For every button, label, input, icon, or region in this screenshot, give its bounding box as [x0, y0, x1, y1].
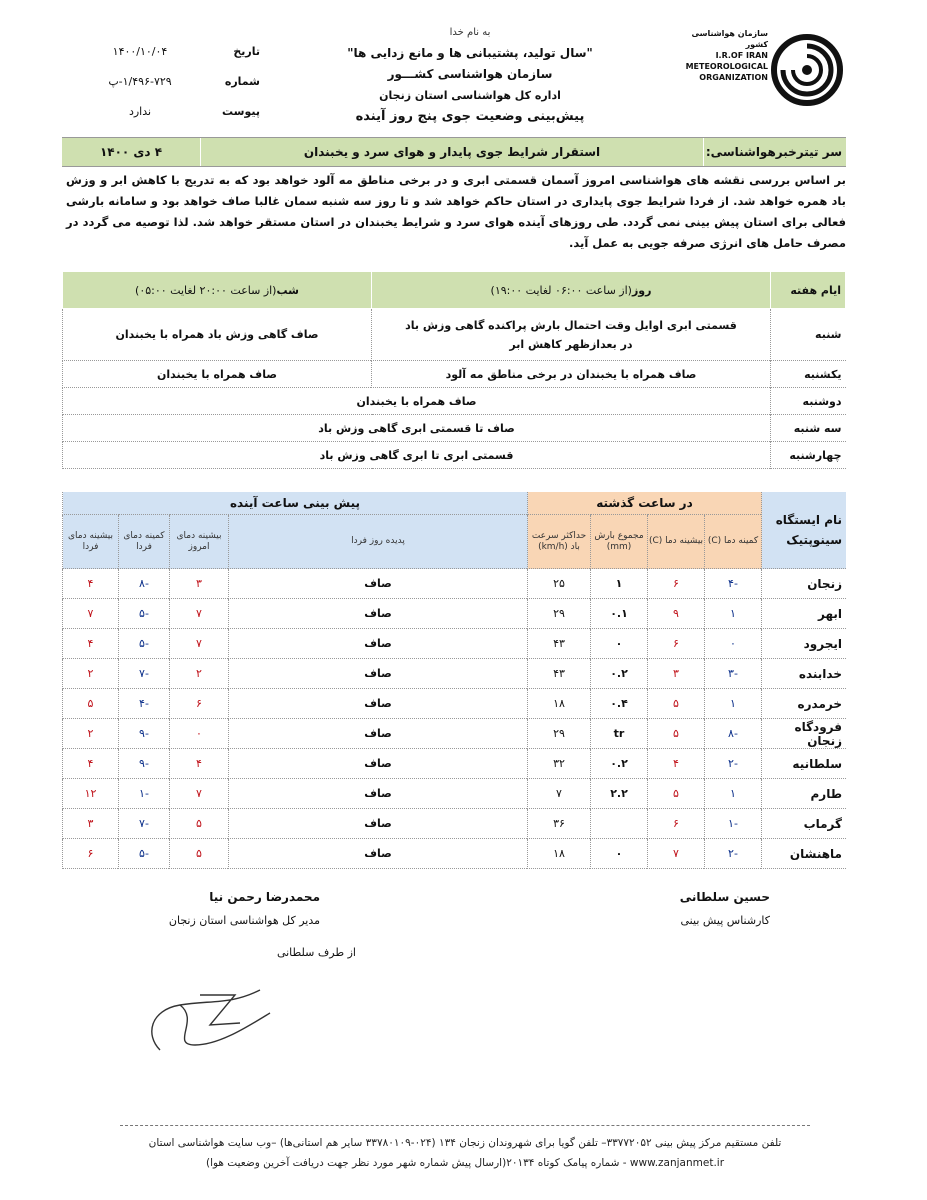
col-max-today: بیشینه دمای امروز [170, 515, 229, 569]
max-temp-today: ۰ [170, 719, 229, 749]
past-max-wind: ۱۸ [528, 839, 591, 869]
table-row [63, 749, 847, 779]
tomorrow-phenomenon: صاف [229, 749, 528, 779]
col-wind: حداکثر سرعت باد (km/h) [528, 515, 591, 569]
merged-forecast: صاف تا قسمتی ابری گاهی وزش باد [63, 415, 771, 442]
tomorrow-phenomenon: صاف [229, 599, 528, 629]
station-name: زنجان [762, 569, 847, 599]
table-row [63, 442, 846, 469]
past-max-temp: ۳ [648, 659, 705, 689]
max-temp-today: ۴ [170, 749, 229, 779]
min-temp-tomorrow: -۵ [119, 629, 170, 659]
logo-line-1: I.R.OF IRAN [715, 51, 768, 60]
past-precip: ۰.۱ [591, 599, 648, 629]
max-temp-tomorrow: ۴ [63, 749, 119, 779]
past-max-temp: ۹ [648, 599, 705, 629]
past-max-wind: ۳۲ [528, 749, 591, 779]
station-name: فرودگاه زنجان [762, 719, 847, 749]
past-min-temp: ۱ [705, 599, 762, 629]
past-min-temp: ۰ [705, 629, 762, 659]
table-row [63, 779, 847, 809]
footer [100, 1133, 830, 1173]
min-temp-tomorrow: -۷ [119, 659, 170, 689]
tomorrow-phenomenon: صاف [229, 809, 528, 839]
max-temp-tomorrow: ۴ [63, 629, 119, 659]
max-temp-tomorrow: ۱۲ [63, 779, 119, 809]
headline-text: استقرار شرایط جوی پایدار و هوای سرد و یخبندان [200, 138, 703, 166]
past-max-wind: ۲۹ [528, 599, 591, 629]
table-row [63, 569, 847, 599]
organization-name: سازمان هواشناسی کشـــور [387, 67, 553, 81]
organization-logo [668, 28, 843, 120]
date-value: ۱۴۰۰/۱۰/۰۴ [112, 44, 168, 58]
max-temp-today: ۳ [170, 569, 229, 599]
past-min-temp: -۲ [705, 839, 762, 869]
day-name: چهارشنبه [771, 442, 846, 469]
day-name: سه شنبه [771, 415, 846, 442]
max-temp-today: ۲ [170, 659, 229, 689]
past-precip: tr [591, 719, 648, 749]
director-name: محمدرضا رحمن نیا [209, 890, 320, 904]
table-row [63, 361, 846, 388]
station-name: سلطانیه [762, 749, 847, 779]
tomorrow-phenomenon: صاف [229, 839, 528, 869]
past-max-wind: ۴۳ [528, 659, 591, 689]
min-temp-tomorrow: -۴ [119, 689, 170, 719]
table-row [63, 599, 847, 629]
table-row [63, 309, 846, 361]
past-min-temp: -۸ [705, 719, 762, 749]
max-temp-tomorrow: ۵ [63, 689, 119, 719]
past-max-wind: ۱۸ [528, 689, 591, 719]
max-temp-today: ۷ [170, 779, 229, 809]
past-max-temp: ۴ [648, 749, 705, 779]
max-temp-today: ۵ [170, 839, 229, 869]
table-row [63, 719, 847, 749]
past-max-temp: ۶ [648, 629, 705, 659]
daytime-line-1: قسمتی ابری اوایل وقت احتمال بارش پراکنده گاهی وزش باد [405, 318, 737, 332]
past-max-wind: ۷ [528, 779, 591, 809]
night-forecast: صاف همراه با یخبندان [63, 361, 372, 388]
col-daytime [372, 272, 771, 309]
past-group-header: در ساعت گذشته [528, 492, 762, 515]
year-motto: "سال تولید، پشتیبانی ها و مانع زدایی ها" [347, 46, 593, 60]
past-max-temp: ۶ [648, 809, 705, 839]
col-night [63, 272, 372, 309]
col-night-title: شب [276, 283, 299, 297]
table-row [63, 388, 846, 415]
past-precip: ۰ [591, 629, 648, 659]
table-row [63, 415, 846, 442]
tomorrow-phenomenon: صاف [229, 779, 528, 809]
tomorrow-phenomenon: صاف [229, 689, 528, 719]
footer-line-1: تلفن مستقیم مرکز پیش بینی ۳۳۷۷۲۰۵۲– تلفن گویا برای شهروندان زنجان ۱۳۴ (۰۲۴-۳۳۷۸۰۱۰۹ سایر هم استانی‌ها) –وب سایت هواشناسی استان [148, 1137, 782, 1149]
attachment-label: پیوست [222, 104, 260, 118]
number-value: ۱/۴۹۶-۷۲۹-پ [108, 74, 172, 88]
col-precip: مجموع بارش (mm) [591, 515, 648, 569]
station-name: ماهنشان [762, 839, 847, 869]
logo-line-2: METEOROLOGICAL [685, 62, 768, 71]
headline-label: سر تیترخبرهواشناسی: [703, 138, 846, 166]
past-min-temp: -۱ [705, 809, 762, 839]
station-name: ابهر [762, 599, 847, 629]
station-name: طارم [762, 779, 847, 809]
min-temp-tomorrow: -۷ [119, 809, 170, 839]
past-precip: ۰.۲ [591, 659, 648, 689]
past-max-wind: ۳۶ [528, 809, 591, 839]
table-row [63, 659, 847, 689]
future-group-header: پیش بینی ساعت آینده [63, 492, 528, 515]
past-max-temp: ۵ [648, 719, 705, 749]
letterhead [300, 22, 640, 127]
max-temp-tomorrow: ۷ [63, 599, 119, 629]
director-signature-block [120, 890, 320, 927]
past-min-temp: ۱ [705, 689, 762, 719]
day-name: دوشنبه [771, 388, 846, 415]
number-label: شماره [224, 74, 260, 88]
min-temp-tomorrow: -۹ [119, 749, 170, 779]
meteorology-logo-icon [771, 34, 843, 106]
col-max-tomorrow: بیشینه دمای فردا [63, 515, 119, 569]
max-temp-today: ۶ [170, 689, 229, 719]
max-temp-tomorrow: ۶ [63, 839, 119, 869]
past-max-temp: ۵ [648, 779, 705, 809]
station-table [62, 492, 846, 869]
col-phenomenon: پدیده روز فردا [229, 515, 528, 569]
document-meta [80, 36, 260, 126]
daytime-forecast [372, 309, 771, 361]
table-row [63, 629, 847, 659]
station-name: خدابنده [762, 659, 847, 689]
col-min-tomorrow: کمینه دمای فردا [119, 515, 170, 569]
min-temp-tomorrow: -۵ [119, 839, 170, 869]
past-precip: ۰ [591, 839, 648, 869]
forecaster-name: حسین سلطانی [679, 890, 770, 904]
daily-forecast-table [62, 271, 846, 469]
past-precip: ۰.۲ [591, 749, 648, 779]
logo-text [668, 28, 768, 83]
min-temp-tomorrow: -۱ [119, 779, 170, 809]
department-name: اداره کل هواشناسی استان زنجان [379, 89, 561, 102]
footer-divider [120, 1125, 810, 1126]
max-temp-tomorrow: ۳ [63, 809, 119, 839]
tomorrow-phenomenon: صاف [229, 569, 528, 599]
attachment-value: ندارد [128, 104, 152, 118]
headline-bar [62, 137, 846, 167]
past-min-temp: -۴ [705, 569, 762, 599]
past-max-temp: ۷ [648, 839, 705, 869]
col-min-temp: کمینه دما (C) [705, 515, 762, 569]
past-max-wind: ۲۵ [528, 569, 591, 599]
past-precip [591, 809, 648, 839]
past-max-temp: ۵ [648, 689, 705, 719]
day-name: شنبه [771, 309, 846, 361]
station-name: گرماب [762, 809, 847, 839]
tomorrow-phenomenon: صاف [229, 719, 528, 749]
daytime-line-2: در بعدازظهر کاهش ابر [509, 337, 633, 351]
forecaster-title: کارشناس پیش بینی [680, 914, 770, 927]
past-precip: ۱ [591, 569, 648, 599]
table-row [63, 809, 847, 839]
logo-line-3: ORGANIZATION [699, 73, 768, 82]
forecast-summary: بر اساس بررسی نقشه های هواشناسی امروز آسمان قسمتی ابری و در برخی مناطق مه آلود خواهد بود که به تدریج با کاهش ابر و وزش باد همره خواهد شد. از فردا شرایط جوی پایداری در استان حاکم خواهد شد و تا روز سه شنبه سمان غالبا صاف خواهد بود و سامانه بارشی فعالی برای استان پیش بینی نمی گردد. طی روزهای آینده هوای سرد و شرایط یخبندان در استان مستقر خواهد شد. لذا توصیه می گردد در مصرف حامل های انرژی صرفه جویی به عمل آید. [66, 173, 846, 250]
basmala: به نام خدا [449, 27, 491, 38]
station-name: ایجرود [762, 629, 847, 659]
max-temp-tomorrow: ۲ [63, 659, 119, 689]
past-min-temp: -۳ [705, 659, 762, 689]
min-temp-tomorrow: -۹ [119, 719, 170, 749]
handwritten-signature [140, 975, 300, 1065]
max-temp-today: ۷ [170, 629, 229, 659]
past-min-temp: ۱ [705, 779, 762, 809]
col-days: ایام هفته [771, 272, 846, 309]
col-station-name: نام ایستگاه سینوپتیک [762, 492, 847, 569]
past-max-wind: ۴۳ [528, 629, 591, 659]
forecaster-signature-block [640, 890, 770, 927]
on-behalf-note: از طرف سلطانی [276, 946, 356, 959]
date-label: تاریخ [233, 44, 260, 58]
max-temp-today: ۷ [170, 599, 229, 629]
logo-line-fa: سازمان هواشناسی کشور [691, 29, 768, 49]
past-min-temp: -۲ [705, 749, 762, 779]
daytime-forecast: صاف همراه با یخبندان در برخی مناطق مه آلود [372, 361, 771, 388]
max-temp-tomorrow: ۲ [63, 719, 119, 749]
min-temp-tomorrow: -۵ [119, 599, 170, 629]
merged-forecast: صاف همراه با یخبندان [63, 388, 771, 415]
station-name: خرمدره [762, 689, 847, 719]
col-night-range: (از ساعت ۲۰:۰۰ لغایت ۰۵:۰۰) [135, 283, 277, 297]
past-precip: ۲.۲ [591, 779, 648, 809]
col-daytime-range: (از ساعت ۰۶:۰۰ لغایت ۱۹:۰۰) [490, 283, 632, 297]
col-daytime-title: روز [631, 283, 652, 297]
past-precip: ۰.۴ [591, 689, 648, 719]
headline-date: ۴ دی ۱۴۰۰ [99, 145, 163, 159]
min-temp-tomorrow: -۸ [119, 569, 170, 599]
past-max-temp: ۶ [648, 569, 705, 599]
col-max-temp: بیشینه دما (C) [648, 515, 705, 569]
merged-forecast: قسمتی ابری تا ابری گاهی وزش باد [63, 442, 771, 469]
night-forecast: صاف گاهی وزش باد همراه با یخبندان [63, 309, 372, 361]
day-name: یکشنبه [771, 361, 846, 388]
past-max-wind: ۲۹ [528, 719, 591, 749]
document-title: پیش‌بینی وضعیت جوی پنج روز آینده [355, 109, 585, 124]
table-header-row [63, 272, 846, 309]
table-row [63, 689, 847, 719]
table-row [63, 839, 847, 869]
max-temp-tomorrow: ۴ [63, 569, 119, 599]
tomorrow-phenomenon: صاف [229, 629, 528, 659]
director-title: مدیر کل هواشناسی استان زنجان [168, 914, 320, 927]
tomorrow-phenomenon: صاف [229, 659, 528, 689]
footer-line-2: www.zanjanmet.ir - شماره پیامک کوتاه ۲۰۱۳۴(ارسال پیش شماره شهر مورد نظر جهت دریافت آخرین وضعیت هوا) [205, 1157, 725, 1169]
max-temp-today: ۵ [170, 809, 229, 839]
